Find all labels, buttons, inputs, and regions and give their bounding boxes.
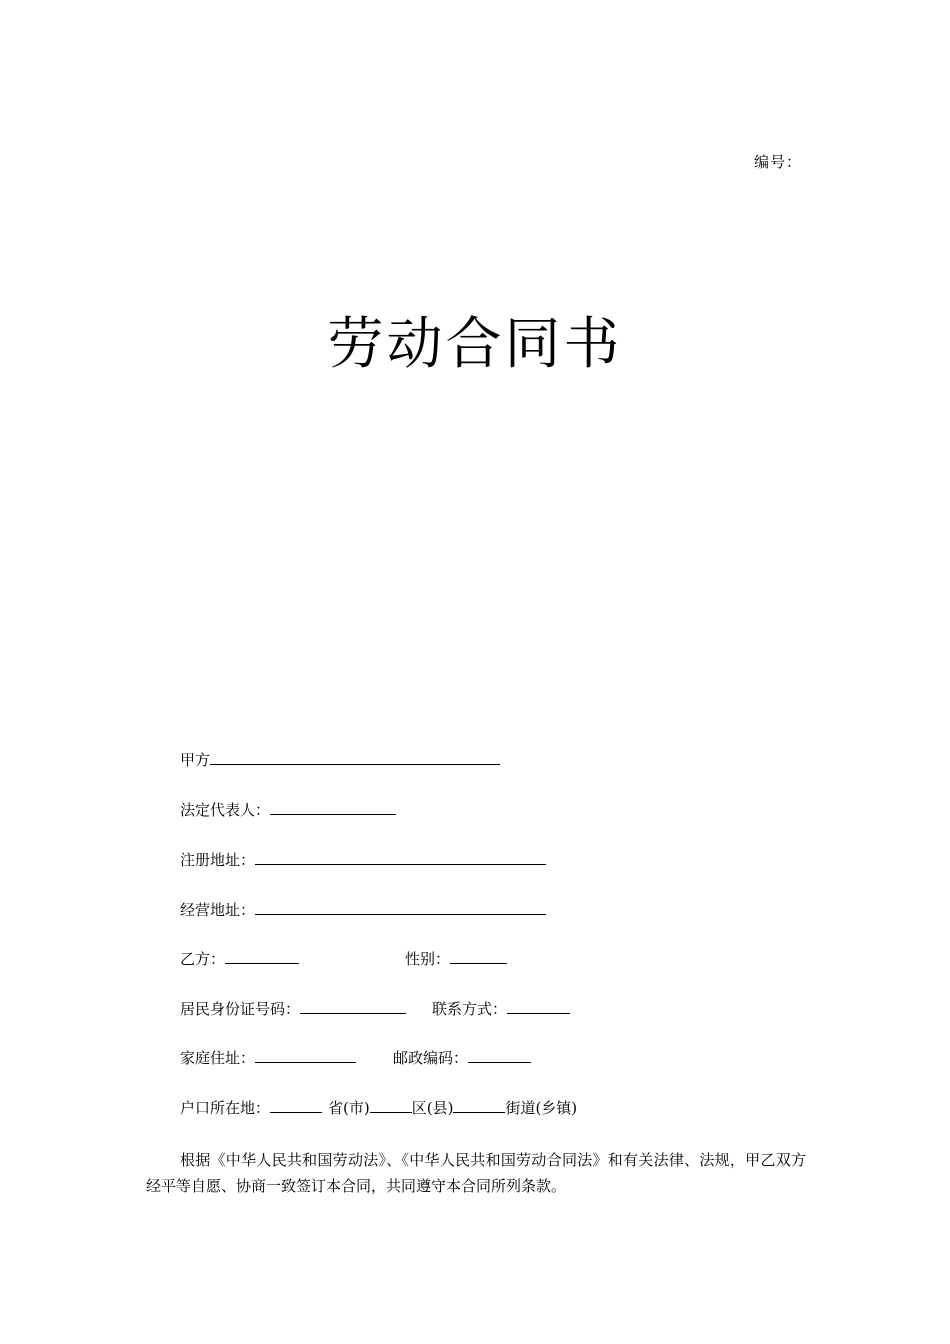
legal-rep-label: 法定代表人： <box>180 801 271 819</box>
district-blank[interactable] <box>370 1098 412 1113</box>
province-blank[interactable] <box>270 1098 322 1113</box>
id-number-blank[interactable] <box>300 999 406 1014</box>
preamble-paragraph: 根据《中华人民共和国劳动法》、《中华人民共和国劳动合同法》和有关法律、法规，甲乙双方经平等自愿、协商一致签订本合同，共同遵守本合同所列条款。 <box>146 1151 806 1195</box>
district-label: 区(县) <box>411 1099 454 1117</box>
reg-address-label: 注册地址： <box>180 851 256 869</box>
biz-address-blank[interactable] <box>255 900 546 915</box>
home-row <box>180 1048 531 1068</box>
home-address-blank[interactable] <box>255 1048 356 1063</box>
serial-number-label: 编号： <box>754 153 803 171</box>
reg-address-row <box>180 850 546 870</box>
contact-blank[interactable] <box>507 999 570 1014</box>
street-label: 街道(乡镇) <box>505 1099 578 1117</box>
id-number-label: 居民身份证号码： <box>180 1000 301 1018</box>
gender-label: 性别： <box>405 950 451 968</box>
party-a-blank[interactable] <box>210 750 500 765</box>
party-b-row <box>180 949 507 969</box>
reg-address-blank[interactable] <box>255 850 546 865</box>
province-label: 省(市) <box>328 1099 370 1117</box>
party-a-row <box>180 750 500 770</box>
id-row <box>180 999 570 1019</box>
party-b-blank[interactable] <box>225 949 299 964</box>
page-title: 劳动合同书 <box>327 312 623 377</box>
biz-address-row <box>180 900 546 920</box>
household-label: 户口所在地： <box>180 1099 271 1117</box>
contact-label: 联系方式： <box>432 1000 508 1018</box>
street-blank[interactable] <box>453 1098 505 1113</box>
party-a-label: 甲方 <box>180 751 211 769</box>
party-b-label: 乙方： <box>180 950 226 968</box>
postal-code-blank[interactable] <box>468 1048 531 1063</box>
legal-rep-blank[interactable] <box>270 800 396 815</box>
home-address-label: 家庭住址： <box>180 1049 256 1067</box>
legal-rep-row <box>180 800 396 820</box>
postal-code-label: 邮政编码： <box>393 1049 469 1067</box>
household-row <box>180 1098 577 1118</box>
gender-blank[interactable] <box>450 949 507 964</box>
biz-address-label: 经营地址： <box>180 901 256 919</box>
